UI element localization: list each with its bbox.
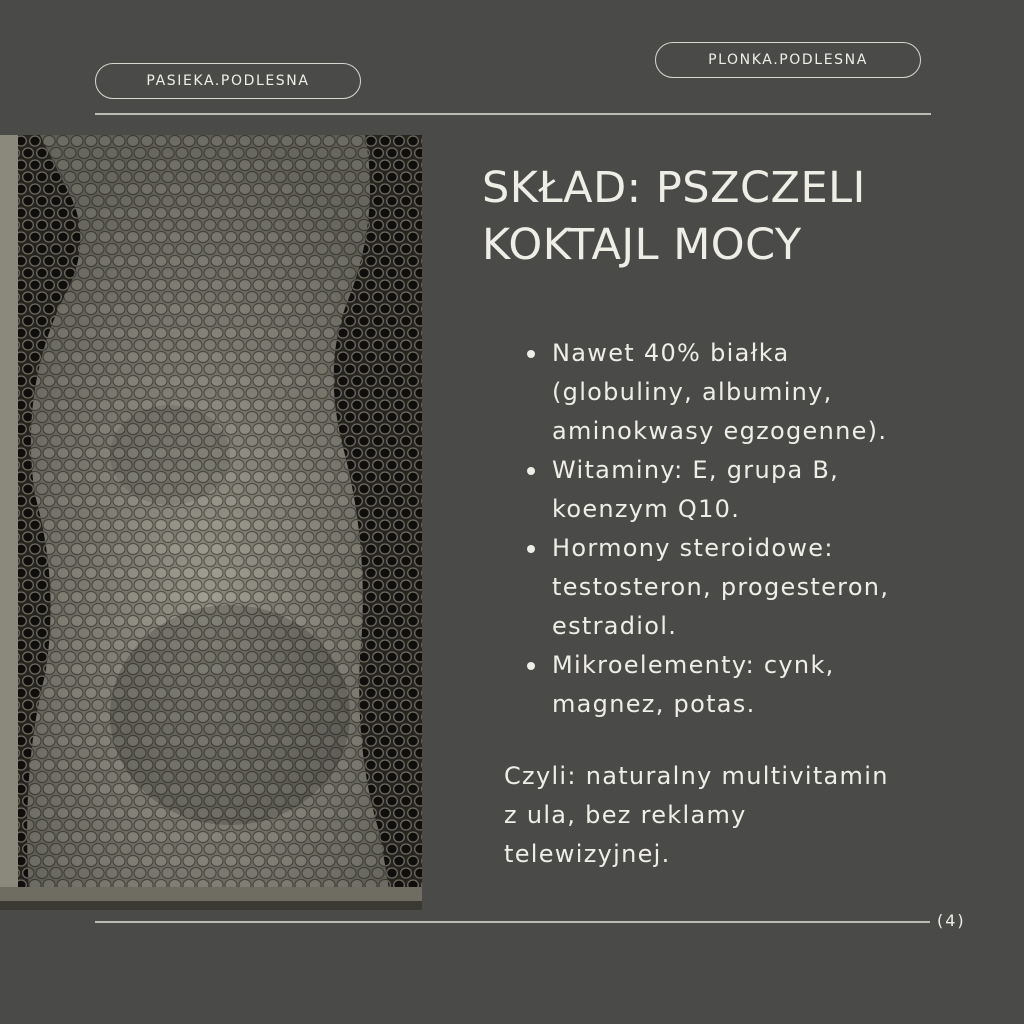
composition-list — [527, 334, 997, 724]
summary-line: z ula, bez reklamy — [504, 801, 747, 829]
list-item-line: Hormony steroidowe: — [552, 534, 834, 562]
summary-line: telewizyjnej. — [504, 840, 671, 868]
handle-pill-left[interactable] — [95, 63, 361, 99]
list-item — [527, 529, 997, 646]
title-line-1: SKŁAD: PSZCZELI — [482, 163, 866, 213]
handle-pill-right[interactable] — [655, 42, 921, 78]
list-item — [527, 451, 997, 529]
list-item-line: magnez, potas. — [552, 690, 756, 718]
handle-right-text: PLONKA.PODLESNA — [708, 52, 868, 68]
list-item — [527, 646, 997, 724]
list-item-line: Witaminy: E, grupa B, — [552, 456, 840, 484]
handle-left-text: PASIEKA.PODLESNA — [146, 73, 310, 89]
page-number: (4) — [937, 911, 966, 930]
slide-title — [482, 160, 982, 274]
bottom-divider — [95, 921, 930, 923]
bullet-icon — [527, 467, 535, 475]
list-item-line: Mikroelementy: cynk, — [552, 651, 835, 679]
list-item-line: estradiol. — [552, 612, 678, 640]
top-divider — [95, 113, 931, 115]
honeycomb-photo — [0, 135, 422, 910]
title-line-2: KOKTAJL MOCY — [482, 220, 802, 270]
list-item-line: (globuliny, albuminy, — [552, 378, 833, 406]
list-item-line: Nawet 40% białka — [552, 339, 790, 367]
bullet-icon — [527, 350, 535, 358]
summary-text — [504, 757, 984, 874]
bullet-icon — [527, 662, 535, 670]
list-item-line: aminokwasy egzogenne). — [552, 417, 888, 445]
bullet-icon — [527, 545, 535, 553]
list-item-line: koenzym Q10. — [552, 495, 741, 523]
list-item — [527, 334, 997, 451]
list-item-line: testosteron, progesteron, — [552, 573, 890, 601]
summary-line: Czyli: naturalny multivitamin — [504, 762, 889, 790]
